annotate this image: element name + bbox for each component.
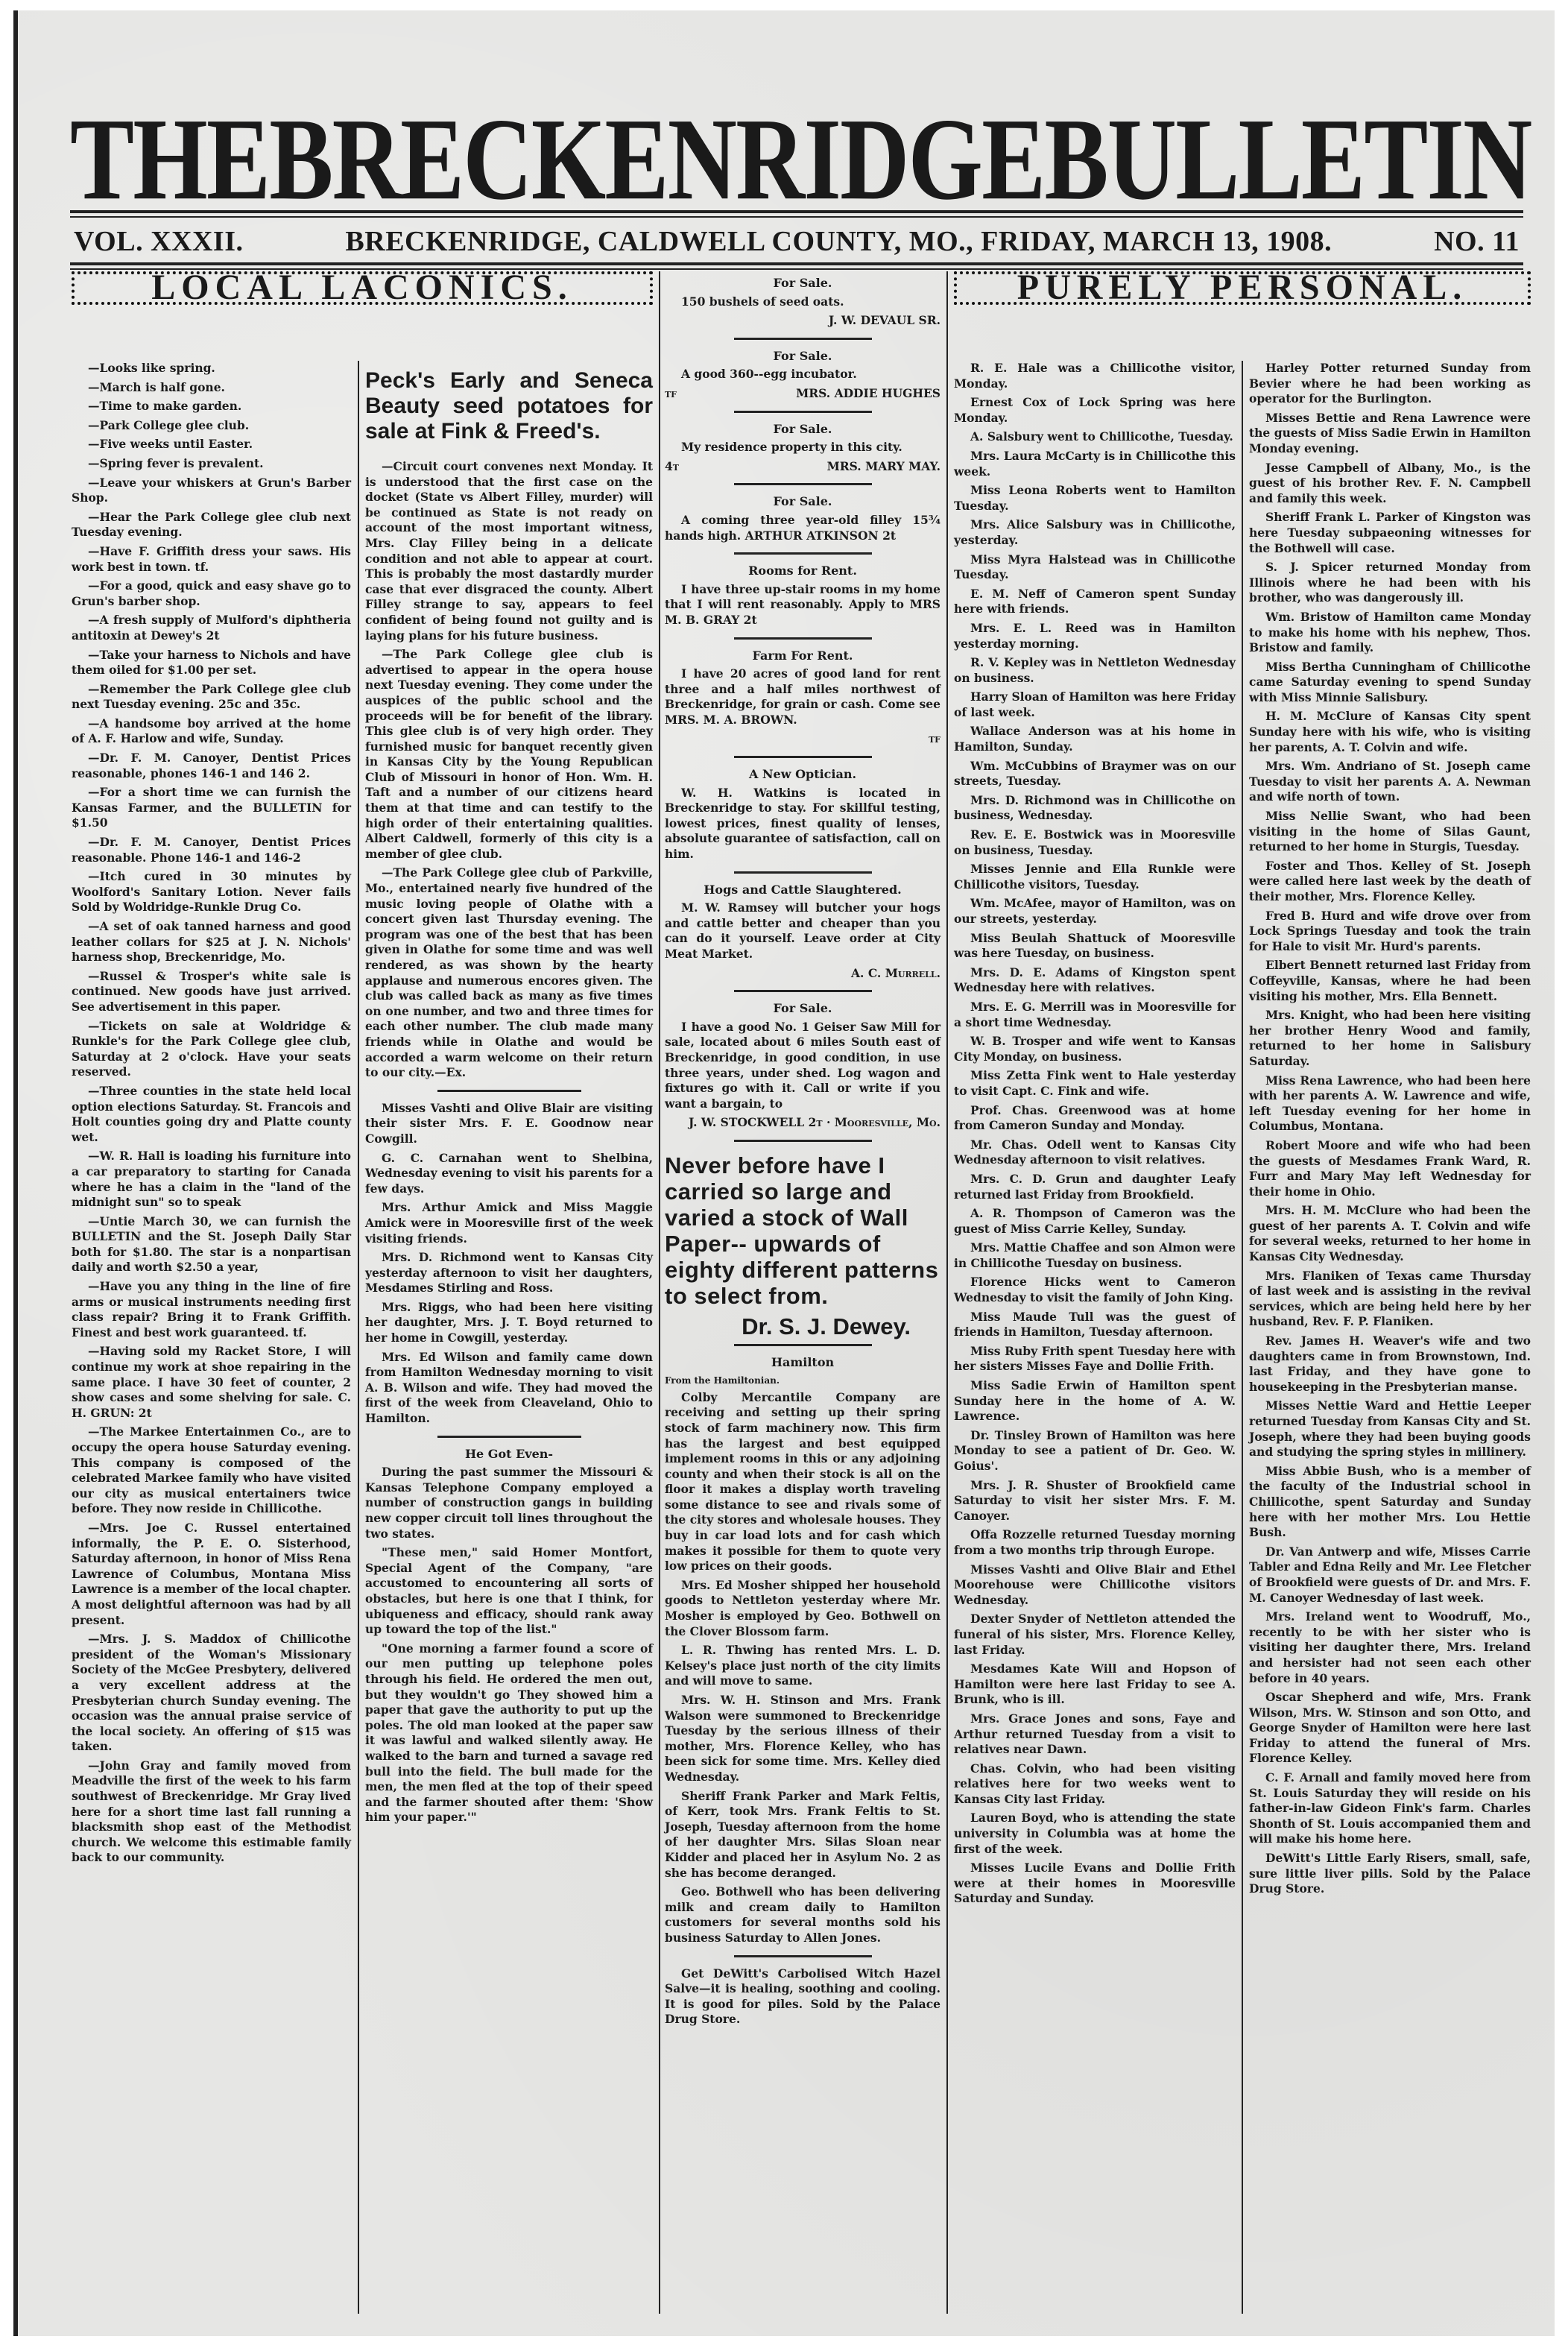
personal-item: Lauren Boyd, who is attending the state university in Columbia was at home the first of the week. <box>954 1811 1236 1856</box>
story-body <box>365 1465 653 1825</box>
laconic-item: —A fresh supply of Mulford's diphtheria antitoxin at Dewey's 2t <box>72 613 351 643</box>
personal-item: Offa Rozzelle returned Tuesday morning from a two months trip through Europe. <box>954 1527 1236 1557</box>
classified-ad <box>665 1001 941 1142</box>
classified-heading: For Sale. <box>773 421 832 436</box>
masthead-word: BRECKENRIDGE <box>269 94 1045 224</box>
personal-item: Mrs. Laura McCarty is in Chillicothe this week. <box>954 448 1236 479</box>
personal-item: Miss Beulah Shattuck of Mooresville was here Tuesday, on business. <box>954 930 1236 961</box>
hamilton-source: From the Hamiltonian. <box>665 1375 780 1386</box>
classified-signature-row <box>665 459 941 475</box>
personal-item: Mrs. Ireland went to Woodruff, Mo., recently to be with her sister who is visiting her daughter there, Mrs. Ireland and hersister had not seen each other before in 40 years. <box>1249 1609 1531 1685</box>
hamilton-item: Colby Mercantile Company are receiving and setting up their spring stock of farm machinery now. This firm has the largest and best equipped implement rooms in this or any adjoining county and when their stock is all on the floor it makes a display worth traveling some distance to see and rivals some of the city stores and wholesale houses. They buy in car load lots and for cash which makes it possible for them to quote very low prices on their goods. <box>665 1389 941 1574</box>
classified-signature-row <box>665 386 941 402</box>
personal-item: Prof. Chas. Greenwood was at home from Cameron Sunday and Monday. <box>954 1102 1236 1133</box>
personal-item: Harley Potter returned Sunday from Bevier where he had been working as operator for the Burlington. <box>1249 361 1531 406</box>
laconic-item: —Have you any thing in the line of fire arms or musical instruments needing first class repair? Bring it to Frank Griffith. Finest and best work guaranteed. tf. <box>72 1279 351 1339</box>
news-paragraph: —The Park College glee club is advertised to appear in the opera house next Tuesday evening. They come under the auspices of the public school and the proceeds will be for benefit of the library. This glee club is of very high order. They furnished music for banquet recently given in Kansas City by the Young Republican Club of Missouri in honor of Hon. Wm. H. Taft and a number of our citizens heard them at that time and can testify to the high order of their entertaining qualities. Albert Caldwell, formerly of this city is a member of glee club. <box>365 647 653 861</box>
laconic-item: —Itch cured in 30 minutes by Woolford's Sanitary Lotion. Never fails Sold by Woldridge-Runkle Drug Co. <box>72 869 351 915</box>
newspaper-page <box>13 10 1555 2336</box>
classified-ad <box>665 276 941 340</box>
personal-item: Wm. McAfee, mayor of Hamilton, was on our streets, yesterday. <box>954 896 1236 926</box>
laconic-item: —Mrs. J. S. Maddox of Chillicothe president of the Woman's Missionary Society of the McGee Presbytery, delivered a very excellent address at the Presbyterian church Sunday evening. The occasion was the annual praise service of the local society. An offering of $15 was taken. <box>72 1632 351 1754</box>
classifieds-column <box>665 271 941 2031</box>
potato-advertisement: Peck's Early and Seneca Beauty seed potatoes for sale at Fink & Freed's. <box>365 368 653 444</box>
separator <box>734 871 872 874</box>
dateline <box>74 223 1520 260</box>
hamilton-item: Mrs. W. H. Stinson and Mrs. Frank Walson were summoned to Breckenridge Tuesday by the serious illness of their mother, Mrs. Florence Kelley, who has been sick for some time. Mrs. Kelley died Wednesday. <box>665 1693 941 1784</box>
laconic-item: —For a good, quick and easy shave go to Grun's barber shop. <box>72 578 351 608</box>
insertion-code: 4t <box>665 458 679 473</box>
laconic-item: —Three counties in the state held local option elections Saturday. St. Francois and Holt counties going dry and Platte county wet. <box>72 1083 351 1144</box>
laconic-item: —Tickets on sale at Woldridge & Runkle's for the Park College glee club, Saturday at 2 o'clock. Have your seats reserved. <box>72 1018 351 1079</box>
classified-ad <box>665 767 941 874</box>
masthead-rule-top <box>70 210 1523 213</box>
laconic-item: —W. R. Hall is loading his furniture into a car preparatory to starting for Canada where he has a claim in the "land of the midnight sun" so to speak <box>72 1149 351 1210</box>
separator <box>734 756 872 758</box>
personal-item: Miss Myra Halstead was in Chillicothe Tuesday. <box>954 552 1236 582</box>
personal-item: Ernest Cox of Lock Spring was here Monday. <box>954 395 1236 425</box>
personal-item: W. B. Trosper and wife went to Kansas City Monday, on business. <box>954 1034 1236 1064</box>
laconic-item: —Park College glee club. <box>88 417 250 432</box>
personal-item: Miss Sadie Erwin of Hamilton spent Sunday here in the home of A. W. Lawrence. <box>954 1378 1236 1424</box>
masthead-title <box>70 85 1531 224</box>
personal-item: A. R. Thompson of Cameron was the guest of Miss Carrie Kelley, Sunday. <box>954 1206 1236 1236</box>
classified-signature-row <box>665 966 941 982</box>
news-paragraph: —The Park College glee club of Parkville, Mo., entertained nearly five hundred of the music loving people of Olathe with a concert given last Thursday evening. The program was one of the best that has been given in Olathe for some time and was well rendered, as was shown by the hearty applause and numerous encores given. The club was called back as many as five times on one number, and two and three times for each other number. The club made many friends while in Olathe and would be accorded a warm welcome on their return to our city.—Ex. <box>365 865 653 1080</box>
story-paragraph: During the past summer the Missouri & Kansas Telephone Company employed a number of construction gangs in building new copper circuit toll lines throughout the two states. <box>365 1465 653 1541</box>
personal-item: Mrs. Wm. Andriano of St. Joseph came Tuesday to visit her parents A. A. Newman and wife north of town. <box>1249 759 1531 804</box>
classified-body: I have a good No. 1 Geiser Saw Mill for sale, located about 6 miles South east of Breckenridge, in good condition, in use three years, under shed. Log wagon and fixtures go with it. Call or write if you want a bargain, to <box>665 1019 941 1111</box>
personal-item: Miss Ruby Frith spent Tuesday here with her sisters Misses Faye and Dollie Frith. <box>954 1343 1236 1374</box>
local-laconics-heading: LOCAL LACONICS. <box>72 271 653 305</box>
personal-item: Miss Maude Tull was the guest of friends in Hamilton, Tuesday afternoon. <box>954 1309 1236 1339</box>
personal-item: Elbert Bennett returned last Friday from Coffeyville, Kansas, where he had been visiting his mother, Mrs. Ella Bennett. <box>1249 958 1531 1003</box>
classified-heading: Hogs and Cattle Slaughtered. <box>704 882 902 897</box>
classified-ad <box>665 349 941 413</box>
classified-ad <box>665 648 941 759</box>
personal-item: Mrs. D. Richmond was in Chillicothe on business, Wednesday. <box>954 792 1236 823</box>
location-date: BRECKENRIDGE, CALDWELL COUNTY, MO., FRIDAY, MARCH 13, 1908. <box>345 226 1333 257</box>
masthead-word: BULLETIN <box>1044 94 1531 224</box>
laconic-item: —Take your harness to Nichols and have them oiled for $1.00 per set. <box>72 647 351 678</box>
personal-item: Rev. James H. Weaver's wife and two daughters came in from Brownstown, Ind. last Friday, and they have gone to housekeeping in the Presbyterian manse. <box>1249 1334 1531 1394</box>
personal-item: Misses Vashti and Olive Blair and Ethel Moorehouse were Chillicothe visitors Wednesday. <box>954 1562 1236 1607</box>
column-divider <box>1242 361 1243 2314</box>
classified-heading: Rooms for Rent. <box>748 564 857 578</box>
hamilton-item: Sheriff Frank Parker and Mark Feltis, of Kerr, took Mrs. Frank Feltis to St. Joseph, Tuesday afternoon from the home of her daughter Mrs. Silas Sloan near Kidder and placed her in Asylum No. 2 as she has become deranged. <box>665 1788 941 1880</box>
classified-body: I have three up-stair rooms in my home that I will rent reasonably. Apply to MRS M. B. GRAY 2t <box>665 581 941 627</box>
laconic-item: —The Markee Entertainmen Co., are to occupy the opera house Saturday evening. This company is composed of the celebrated Markee family who have visited our city as musical entertainers twice before. They now reside in Chillicothe. <box>72 1424 351 1516</box>
personal-item: Wallace Anderson was at his home in Hamilton, Sunday. <box>954 724 1236 754</box>
laconic-item: —Remember the Park College glee club next Tuesday evening. 25c and 35c. <box>72 681 351 712</box>
personal-item: Dexter Snyder of Nettleton attended the funeral of his sister, Mrs. Florence Kelley, last Friday. <box>954 1612 1236 1657</box>
story-title: He Got Even- <box>464 1446 554 1461</box>
classified-ad <box>665 422 941 486</box>
purely-personal-column-b <box>1249 361 1531 1901</box>
separator <box>734 338 872 340</box>
classified-signature-row <box>665 313 941 329</box>
personal-item: Sheriff Frank L. Parker of Kingston was here Tuesday subpaeoning witnesses for the Bothwell will case. <box>1249 510 1531 555</box>
classified-body: 150 bushels of seed oats. <box>681 294 844 309</box>
personal-item: Miss Zetta Fink went to Hale yesterday to visit Capt. C. Fink and wife. <box>954 1068 1236 1098</box>
laconic-item: —Dr. F. M. Canoyer, Dentist Prices reasonable. Phone 146-1 and 146-2 <box>72 835 351 865</box>
classified-body: M. W. Ramsey will butcher your hogs and cattle better and cheaper than you can do it yourself. Leave order at City Meat Market. <box>665 900 941 961</box>
personal-item: Oscar Shepherd and wife, Mrs. Frank Wilson, Mrs. W. Stinson and son Otto, and George Snyder of Hamilton were here last Friday to attend the funeral of Mrs. Florence Kelley. <box>1249 1690 1531 1766</box>
personal-item: Chas. Colvin, who had been visiting relatives here for two weeks went to Kansas City last Friday. <box>954 1761 1236 1806</box>
personal-item: Mrs. Knight, who had been here visiting her brother Henry Wood and family, returned to her home in Salisbury Saturday. <box>1249 1008 1531 1068</box>
personal-item: Mrs. Flaniken of Texas came Thursday of last week and is assisting in the revival services, which are being held here by her husband, Rev. F. P. Flaniken. <box>1249 1268 1531 1329</box>
personal-item: Misses Jennie and Ella Runkle were Chillicothe visitors, Tuesday. <box>954 862 1236 891</box>
personal-item: Wm. Bristow of Hamilton came Monday to make his home with his nephew, Thos. Bristow and family. <box>1249 609 1531 655</box>
issue-number: NO. 11 <box>1434 226 1520 257</box>
laconic-item: —March is half gone. <box>88 379 225 394</box>
classified-ad <box>665 883 941 993</box>
personal-item: Mrs. Riggs, who had been here visiting her daughter, Mrs. J. T. Boyd returned to her home in Cowgill, yesterday. <box>365 1299 653 1345</box>
advertiser-name: J. W. STOCKWELL 2t · Mooresville, Mo. <box>688 1115 941 1130</box>
hamilton-heading: Hamilton <box>771 1354 835 1369</box>
column-divider <box>358 361 359 2314</box>
news-paragraph: —Circuit court convenes next Monday. It is understood that the first case on the docket (State vs Albert Filley, murder) will be continued as State is not ready on account of the most important witness, Mrs. Clay Filley being in a delicate condition and not able to appear at court. This is probably the most dastardly murder case that ever disgraced the county. Albert Filley strange to say, appears to feel confident of being found not guilty and is laying plans for his future business. <box>365 459 653 643</box>
laconic-item: —Mrs. Joe C. Russel entertained informally, the P. E. O. Sisterhood, Saturday afternoon, in honor of Miss Rena Lawrence of Columbus, Montana Miss Lawrence is a member of the local chapter. A most delightful afternoon was had by all present. <box>72 1520 351 1627</box>
purely-personal-column-a <box>954 361 1236 1910</box>
personal-item: Mrs. Arthur Amick and Miss Maggie Amick were in Mooresville first of the week visiting friends. <box>365 1200 653 1246</box>
classified-body: A coming three year-old filley 15¾ hands high. ARTHUR ATKINSON 2t <box>665 512 941 543</box>
column-divider <box>659 271 660 2314</box>
wallpaper-advertisement: Never before have I carried so large and varied a stock of Wall Paper-- upwards of eighty different patterns to select from. <box>665 1152 939 1309</box>
advertiser-name: MRS. ADDIE HUGHES <box>796 385 941 400</box>
court-glee-club-items <box>365 459 653 1081</box>
personal-item: Misses Vashti and Olive Blair are visiting their sister Mrs. F. E. Goodnow near Cowgill. <box>365 1100 653 1146</box>
hamilton-item: L. R. Thwing has rented Mrs. L. D. Kelsey's place just north of the city limits and will move to same. <box>665 1643 941 1688</box>
separator <box>437 1436 581 1438</box>
masthead-word: THE <box>70 94 270 224</box>
separator <box>734 1955 872 1957</box>
classified-heading: Farm For Rent. <box>752 648 853 663</box>
personal-item: Mrs. D. Richmond went to Kansas City yesterday afternoon to visit her daughters, Mesdames Stirling and Ross. <box>365 1250 653 1295</box>
laconic-item: —Spring fever is prevalent. <box>88 455 264 470</box>
personal-item: Misses Lucile Evans and Dollie Frith were at their homes in Mooresville Saturday and Sunday. <box>954 1861 1236 1906</box>
classified-ads <box>665 276 941 1142</box>
separator <box>437 1090 581 1092</box>
wallpaper-signature: Dr. S. J. Dewey. <box>742 1313 911 1339</box>
personal-item: Florence Hicks went to Cameron Wednesday to visit the family of John King. <box>954 1275 1236 1305</box>
laconic-item: —Dr. F. M. Canoyer, Dentist Prices reasonable, phones 146-1 and 146 2. <box>72 751 351 780</box>
laconic-item: —Leave your whiskers at Grun's Barber Shop. <box>72 475 351 505</box>
laconic-item: —Having sold my Racket Store, I will continue my work at shoe repairing in the same place. I have 30 feet of counter, 2 show cases and some shelving for sale. C. H. GRUN: 2t <box>72 1344 351 1420</box>
personal-item: Miss Leona Roberts went to Hamilton Tuesday. <box>954 483 1236 513</box>
personal-item: H. M. McClure of Kansas City spent Sunday here with his wife, who is visiting her parents, A. T. Colvin and wife. <box>1249 709 1531 754</box>
personal-item: Fred B. Hurd and wife drove over from Lock Springs Tuesday and took the train for Hale to visit Mr. Hurd's parents. <box>1249 908 1531 953</box>
personal-item: Mrs. J. R. Shuster of Brookfield came Saturday to visit her sister Mrs. F. M. Canoyer. <box>954 1477 1236 1523</box>
classified-body: My residence property in this city. <box>681 440 902 455</box>
personal-item: Harry Sloan of Hamilton was here Friday of last week. <box>954 689 1236 719</box>
column-divider <box>946 271 948 2314</box>
personal-item: Mrs. C. D. Grun and daughter Leafy returned last Friday from Brookfield. <box>954 1171 1236 1202</box>
personal-item: Miss Abbie Bush, who is a member of the faculty of the Industrial school in Chillicothe, spent Saturday and Sunday here with her mother Mrs. Lou Hettie Bush. <box>1249 1463 1531 1540</box>
personal-item: Dr. Tinsley Brown of Hamilton was here Monday to see a patient of Dr. Geo. W. Goius'. <box>954 1427 1236 1473</box>
local-laconics-header-wrap <box>72 268 653 317</box>
purely-personal-header-wrap <box>954 268 1531 317</box>
witch-hazel-ad: Get DeWitt's Carbolised Witch Hazel Salve—it is healing, soothing and cooling. It is good for piles. Sold by the Palace Drug Store. <box>665 1966 941 2027</box>
classified-heading: For Sale. <box>773 276 832 290</box>
personal-item: Mrs. Grace Jones and sons, Faye and Arthur returned Tuesday from a visit to relatives near Dawn. <box>954 1711 1236 1757</box>
laconic-item: —Looks like spring. <box>88 361 215 375</box>
laconic-item: —Time to make garden. <box>88 399 242 414</box>
personal-item: Mrs. D. E. Adams of Kingston spent Wednesday here with relatives. <box>954 965 1236 995</box>
advertiser-name: A. C. Murrell. <box>851 965 941 980</box>
personals-list <box>365 1101 653 1427</box>
classified-heading: A New Optician. <box>748 767 857 782</box>
personal-item: Mesdames Kate Will and Hopson of Hamilton were here last Friday to see A. Brunk, who is ill. <box>954 1661 1236 1707</box>
personal-item: Misses Nettie Ward and Hettie Leeper returned Tuesday from Kansas City and St. Joseph, where they had been buying goods and studying the spring styles in millinery. <box>1249 1398 1531 1459</box>
advertiser-name: J. W. DEVAUL SR. <box>828 313 941 328</box>
purely-personal-heading: PURELY PERSONAL. <box>954 271 1531 305</box>
classified-ad <box>665 564 941 639</box>
personal-item: Mrs. Ed Wilson and family came down from Hamilton Wednesday morning to visit A. B. Wilson and wife. They had moved the first of the week from Cleaveland, Ohio to Hamilton. <box>365 1349 653 1426</box>
laconic-item: —Hear the Park College glee club next Tuesday evening. <box>72 509 351 540</box>
classified-signature-row <box>665 1115 941 1131</box>
hamilton-item: Geo. Bothwell who has been delivering milk and cream daily to Hamilton customers for several months sold his business Saturday to Allen Jones. <box>665 1884 941 1945</box>
classified-ad <box>665 494 941 555</box>
story-paragraph: "These men," said Homer Montfort, Special Agent of the Company, "are accustomed to encountering all sorts of obstacles, but here is one that I think, for ubiqueness and efficacy, should rank away up toward the top of the list." <box>365 1545 653 1637</box>
classified-heading: For Sale. <box>773 1001 832 1016</box>
personal-item: Miss Rena Lawrence, who had been here with her parents A. W. Lawrence and wife, left Tuesday evening for her home in Columbus, Montana. <box>1249 1073 1531 1134</box>
laconic-item: —Five weeks until Easter. <box>88 437 253 452</box>
separator <box>734 1140 872 1142</box>
personal-item: Wm. McCubbins of Braymer was on our streets, Tuesday. <box>954 758 1236 789</box>
personal-item: DeWitt's Little Early Risers, small, safe, sure little liver pills. Sold by the Palace Drug Store. <box>1249 1851 1531 1896</box>
insertion-code: tf <box>665 385 677 400</box>
personal-item: Dr. Van Antwerp and wife, Misses Carrie Tabler and Edna Reily and Mr. Lee Fletcher of Brookfield were guests of Dr. and Mrs. F. M. Canoyer Wednesday of last week. <box>1249 1544 1531 1605</box>
personal-item: S. J. Spicer returned Monday from Illinois where he had been with his brother, who was dangerously ill. <box>1249 560 1531 605</box>
masthead-rule-bottom <box>70 262 1523 265</box>
personal-item: Rev. E. E. Bostwick was in Mooresville on business, Tuesday. <box>954 827 1236 857</box>
personal-item: Mrs. Mattie Chaffee and son Almon were in Chillicothe Tuesday on business. <box>954 1240 1236 1270</box>
personal-item: Miss Nellie Swant, who had been visiting in the home of Silas Gaunt, returned to her home in Sturgis, Tuesday. <box>1249 809 1531 854</box>
personal-item: Mrs. Alice Salsbury was in Chillicothe, yesterday. <box>954 517 1236 547</box>
laconic-item: —Untie March 30, we can furnish the BULLETIN and the St. Joseph Daily Star both for $1.80. The star is a nonpartisan daily and worth $2.50 a year, <box>72 1214 351 1275</box>
personal-item: Misses Bettie and Rena Lawrence were the guests of Miss Sadie Erwin in Hamilton Monday evening. <box>1249 410 1531 455</box>
classified-body: I have 20 acres of good land for rent three and a half miles northwest of Breckenridge, for grain or cash. Come see MRS. M. A. BROWN. <box>665 666 941 727</box>
separator <box>734 552 872 555</box>
personal-item: E. M. Neff of Cameron spent Sunday here with friends. <box>954 586 1236 616</box>
classified-heading: For Sale. <box>773 348 832 363</box>
classified-body: A good 360--egg incubator. <box>681 367 857 382</box>
personal-item: Robert Moore and wife who had been the guests of Mesdames Frank Ward, R. Furr and Mary May left Wednesday for their home in Ohio. <box>1249 1137 1531 1199</box>
separator <box>734 411 872 413</box>
separator <box>734 637 872 640</box>
separator <box>734 483 872 485</box>
news-column-2 <box>365 361 653 1829</box>
personal-item: Miss Bertha Cunningham of Chillicothe came Saturday evening to spend Sunday with Miss Minnie Salisbury. <box>1249 659 1531 704</box>
personal-item: Mrs. H. M. McClure who had been the guest of her parents A. T. Colvin and wife for several weeks, returned to her home in Kansas City Wednesday. <box>1249 1203 1531 1264</box>
laconic-item: —For a short time we can furnish the Kansas Farmer, and the BULLETIN for $1.50 <box>72 785 351 830</box>
classified-heading: For Sale. <box>773 494 832 509</box>
personal-item: R. V. Kepley was in Nettleton Wednesday on business. <box>954 655 1236 685</box>
personal-item: R. E. Hale was a Chillicothe visitor, Monday. <box>954 361 1236 391</box>
personal-item: Mr. Chas. Odell went to Kansas City Wednesday afternoon to visit relatives. <box>954 1137 1236 1167</box>
personal-item: Mrs. E. G. Merrill was in Mooresville for a short time Wednesday. <box>954 999 1236 1029</box>
personal-item: G. C. Carnahan went to Shelbina, Wednesday evening to visit his parents for a few days. <box>365 1150 653 1196</box>
advertiser-name: MRS. MARY MAY. <box>826 458 941 473</box>
laconic-item: —Russel & Trosper's white sale is continued. New goods have just arrived. See advertisement in this paper. <box>72 968 351 1014</box>
personal-item: Jesse Campbell of Albany, Mo., is the guest of his brother Rev. F. N. Campbell and family this week. <box>1249 460 1531 505</box>
volume-label: VOL. XXXII. <box>74 226 244 257</box>
laconic-item: —Have F. Griffith dress your saws. His work best in town. tf. <box>72 543 351 574</box>
separator <box>734 990 872 992</box>
laconic-item: —A set of oak tanned harness and good leather collars for $25 at J. N. Nichols' harness shop, Breckenridge, Mo. <box>72 919 351 965</box>
classified-body: W. H. Watkins is located in Breckenridge to stay. For skillful testing, lowest prices, finest quality of lenses, absolute guarantee of satisfaction, call on him. <box>665 785 941 862</box>
hamilton-item: Mrs. Ed Mosher shipped her household goods to Nettleton yesterday where Mr. Mosher is employed by Geo. Bothwell on the Clover Blossom farm. <box>665 1577 941 1638</box>
personal-item: Foster and Thos. Kelley of St. Joseph were called here last week by the death of their mother, Mrs. Florence Kelley. <box>1249 858 1531 903</box>
local-laconics-column <box>72 361 351 1869</box>
advertiser-name: tf <box>929 731 941 746</box>
laconic-item: —A handsome boy arrived at the home of A. F. Harlow and wife, Sunday. <box>72 716 351 746</box>
personal-item: A. Salsbury went to Chillicothe, Tuesday. <box>970 429 1233 444</box>
personal-item: Mrs. E. L. Reed was in Hamilton yesterday morning. <box>954 620 1236 651</box>
story-paragraph: "One morning a farmer found a score of our men putting up telephone poles through his field. He ordered the men out, but they wouldn't go They showed him a paper that gave the authority to put up the poles. The old man looked at the paper saw it was lawful and walked silently away. He walked to the barn and turned a savage red bull into the field. The bull made for the men, the men fled at the top of their speed and the farmer shouted after them: 'Show him your paper.'" <box>365 1641 653 1825</box>
hamilton-news <box>665 1390 941 1946</box>
classified-signature-row <box>665 731 941 747</box>
personal-item: C. F. Arnall and family moved here from St. Louis Saturday they will reside on his father-in-law Gideon Fink's farm. Charles Shonth of St. Louis accompanied them and will make his home here. <box>1249 1770 1531 1846</box>
laconic-item: —John Gray and family moved from Meadville the first of the week to his farm southwest of Breckenridge. Mr Gray lived here for a short time last fall running a blacksmith shop east of the Methodist church. We welcome this estimable family back to our community. <box>72 1758 351 1865</box>
separator <box>734 1344 872 1346</box>
